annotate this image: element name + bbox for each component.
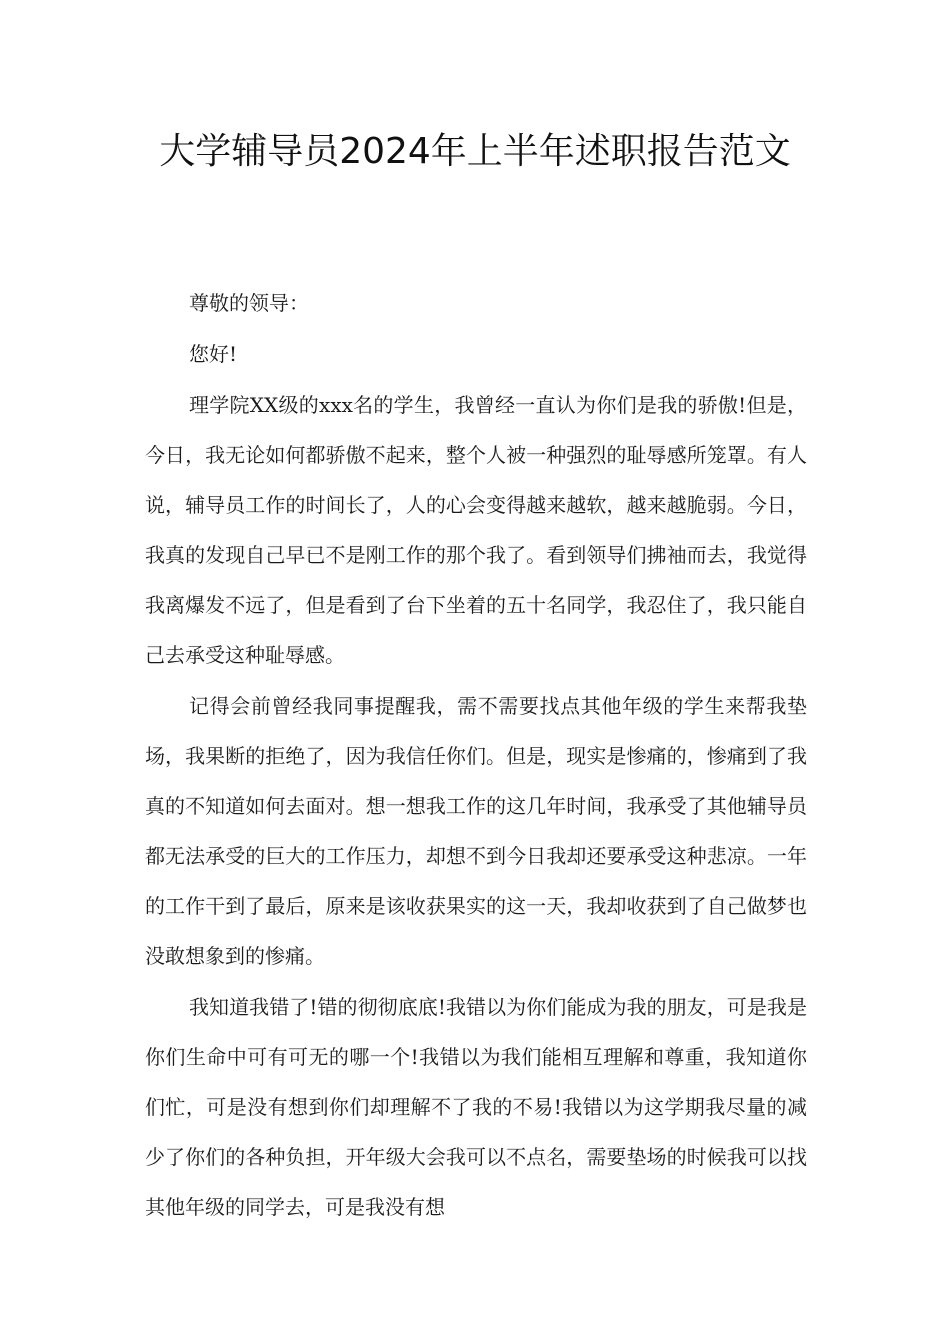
salutation: 尊敬的领导： (189, 291, 309, 315)
body-paragraph: 记得会前曾经我同事提醒我，需不需要找点其他年级的学生来帮我垫场，我果断的拒绝了，因为我信任你们。但是，现实是惨痛的，惨痛到了我真的不知道如何去面对。想一想我工作的这几年时间，我承受了其他辅导员都无法承受的巨大的工作压力，却想不到今日我却还要承受这种悲凉。一年的工作干到了最后，原来是该收获果实的这一天，我却收获到了自己做梦也没敢想象到的惨痛。 (145, 694, 807, 968)
greeting: 您好! (189, 342, 238, 366)
body-paragraph: 理学院XX级的xxx名的学生，我曾经一直认为你们是我的骄傲!但是，今日，我无论如何都骄傲不起来，整个人被一种强烈的耻辱感所笼罩。有人说，辅导员工作的时间长了，人的心会变得越来越软，越来越脆弱。今日，我真的发现自己早已不是刚工作的那个我了。看到领导们拂袖而去，我觉得我离爆发不远了，但是看到了台下坐着的五十名同学，我忍住了，我只能自己去承受这种耻辱感。 (145, 393, 807, 667)
body-paragraph: 我知道我错了!错的彻彻底底!我错以为你们能成为我的朋友，可是我是你们生命中可有可无的哪一个!我错以为我们能相互理解和尊重，我知道你们忙，可是没有想到你们却理解不了我的不易!我错以为这学期我尽量的减少了你们的各种负担，开年级大会我可以不点名，需要垫场的时候我可以找其他年级的同学去，可是我没有想 (145, 995, 807, 1219)
document-title: 大学辅导员2024年上半年述职报告范文 (159, 131, 791, 172)
document-body (145, 278, 807, 1233)
